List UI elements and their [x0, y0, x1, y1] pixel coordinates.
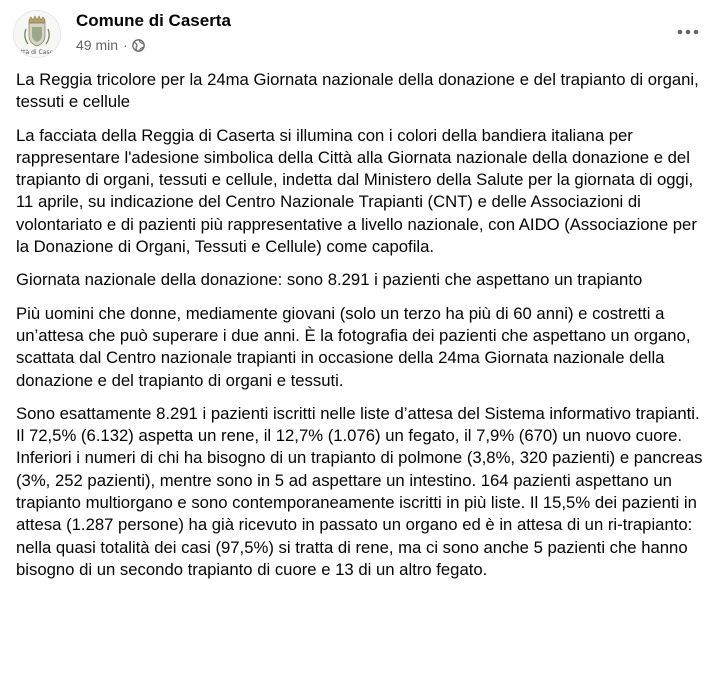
- post-body: [16, 69, 710, 592]
- post-paragraph: La facciata della Reggia di Caserta si illumina con i colori della bandiera italiana per rappresentare l'adesione simbolica della Città alla Giornata nazionale della donazione e del trapianto di organi, tessuti e cellule, indetta dal Ministero della Salute per la giornata di oggi, 11 aprile, su indicazione del Centro Nazionale Trapianti (CNT) e delle Associazioni di volontariato e di pazienti più rappresentative a livello nazionale, con AIDO (Associazione per la Donazione di Organi, Tessuti e Cellule) come capofila.: [16, 125, 697, 257]
- svg-text:ttà di Case: ttà di Case: [20, 49, 54, 56]
- post-header: [12, 8, 706, 60]
- post-paragraph: La Reggia tricolore per la 24ma Giornata nazionale della donazione e del trapianto di organi, tessuti e cellule: [16, 70, 699, 112]
- post-paragraph: Sono esattamente 8.291 i pazienti iscritti nelle liste d’attesa del Sistema informativo trapianti. Il 72,5% (6.132) aspetta un rene, il 12,7% (1.076) un fegato, il 7,9% (670) un nuovo cuore. Inferiori i numeri di chi ha bisogno di un trapianto di polmone (3,8%, 320 pazienti) e pancreas (3%, 252 pazienti), mentre sono in 5 ad aspettare un intestino. 164 pazienti aspettano un trapianto multiorgano e sono contemporaneamente iscritti in più liste. Il 15,5% dei pazienti in attesa (1.287 persone) ha già ricevuto in passato un organo ed è in attesa di un ri-trapianto: nella quasi totalità dei casi (97,5%) si tratta di rene, ma ci sono anche 5 pazienti che hanno bisogno di un secondo trapianto di cuore e 13 di un altro fegato.: [16, 403, 703, 579]
- coat-of-arms-icon: [14, 11, 60, 57]
- more-options-button[interactable]: [670, 14, 706, 50]
- page-name-link[interactable]: Comune di Caserta: [76, 11, 231, 30]
- page-avatar[interactable]: [13, 10, 61, 58]
- more-horizontal-icon: [677, 29, 699, 35]
- globe-icon[interactable]: [132, 39, 145, 52]
- meta-separator: ·: [123, 37, 128, 53]
- post-meta: [76, 37, 145, 53]
- post-paragraph: Più uomini che donne, mediamente giovani (solo un terzo ha più di 60 anni) e costretti a un’attesa che può superare i due anni. È la fotografia dei pazienti che aspettano un organo, scattata dal Centro nazionale trapianti in occasione della 24ma Giornata nazionale della donazione e del trapianto di organi e tessuti.: [16, 303, 691, 390]
- post-paragraph: Giornata nazionale della donazione: sono 8.291 i pazienti che aspettano un trapianto: [16, 270, 643, 290]
- post-timestamp-link[interactable]: 49 min: [76, 37, 119, 53]
